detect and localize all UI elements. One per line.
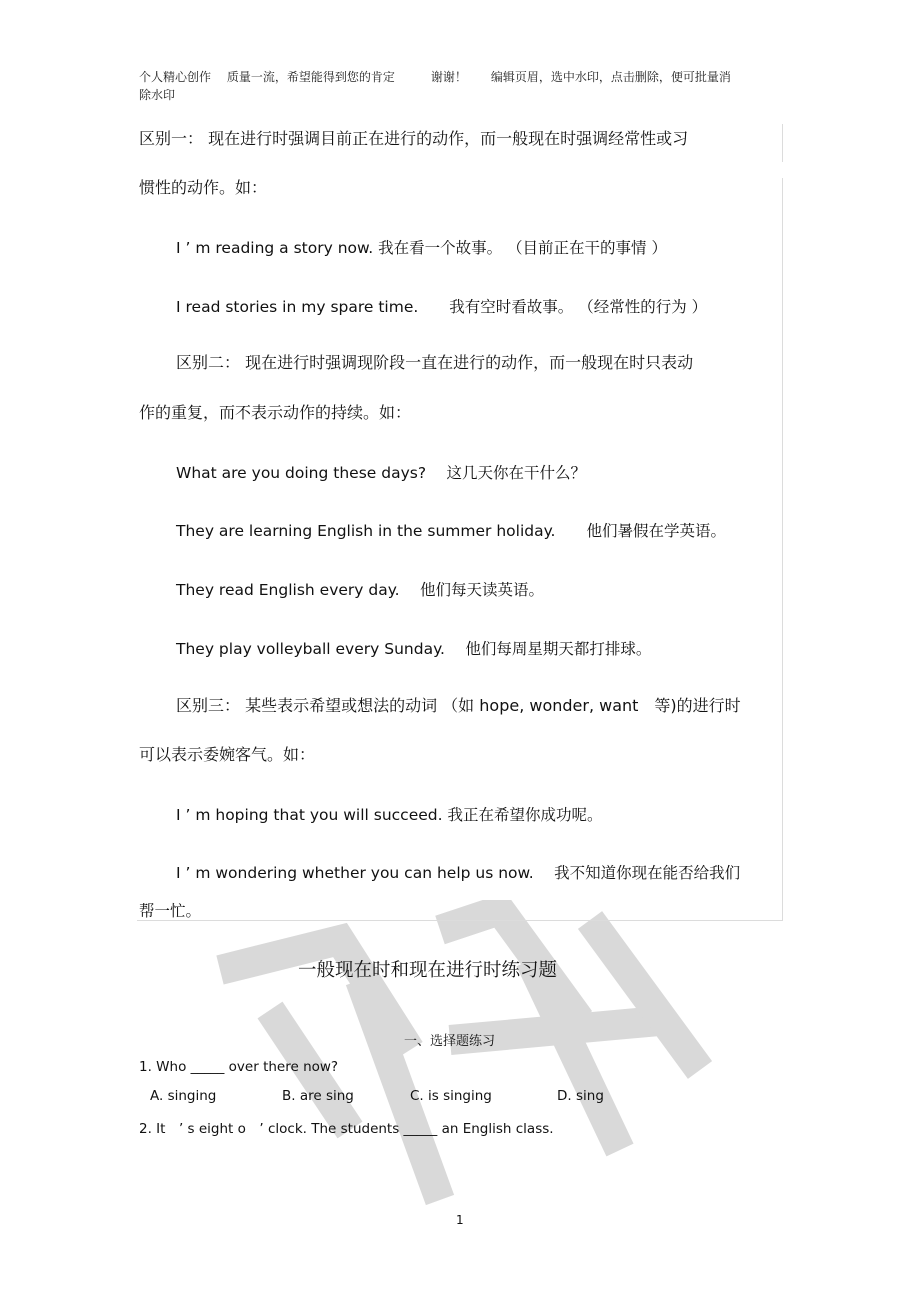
difference-2-line1: 区别二： 现在进行时强调现阶段一直在进行的动作，而一般现在时只表动 [176,353,694,372]
example-3a: I ’ m hoping that you will succeed. 我正在希望你成功呢。 [176,806,603,824]
difference-1-line1: 区别一： 现在进行时强调目前正在进行的动作，而一般现在时强调经常性或习 [139,129,689,148]
example-2b: They are learning English in the summer holiday. 他们暑假在学英语。 [176,522,726,540]
question-1: 1. Who _____ over there now? [139,1059,339,1075]
page-number: 1 [456,1213,464,1227]
example-3b-line1: I ’ m wondering whether you can help us now. 我不知道你现在能否给我们 [176,864,741,882]
exercise-title: 一般现在时和现在进行时练习题 [298,960,558,981]
question-2: 2. It ’ s eight o ’ clock. The students _____ an English class. [139,1121,554,1137]
difference-2-line2: 作的重复，而不表示动作的持续。如： [139,403,412,422]
example-2d: They play volleyball every Sunday. 他们每周星期天都打排球。 [176,640,652,658]
difference-1-line2: 惯性的动作。如： [139,178,268,197]
section-heading: 一、选择题练习 [404,1034,496,1049]
example-1b: I read stories in my spare time. 我有空时看故事。 （经常性的行为 ） [176,298,708,316]
question-1-option-a: A. singing [150,1088,217,1104]
header-note-line2: 除水印 [139,88,176,102]
example-2a: What are you doing these days? 这几天你在干什么？ [176,464,586,482]
header-note-line1: 个人精心创作 质量一流，希望能得到您的肯定 谢谢！ 编辑页眉，选中水印，点击删除，便可批量消 [139,70,731,84]
example-2c: They read English every day. 他们每天读英语。 [176,581,545,599]
example-1a: I ’ m reading a story now. 我在看一个故事。 （目前正在干的事情 ） [176,239,667,257]
question-1-option-b: B. are sing [282,1088,354,1104]
difference-3-line2: 可以表示委婉客气。如： [139,745,316,764]
example-3b-line2: 帮一忙。 [139,902,202,920]
difference-3-line1: 区别三： 某些表示希望或想法的动词 （如 hope, wonder, want 等)的进行时 [176,696,741,715]
question-1-option-d: D. sing [557,1088,604,1104]
question-1-option-c: C. is singing [410,1088,492,1104]
